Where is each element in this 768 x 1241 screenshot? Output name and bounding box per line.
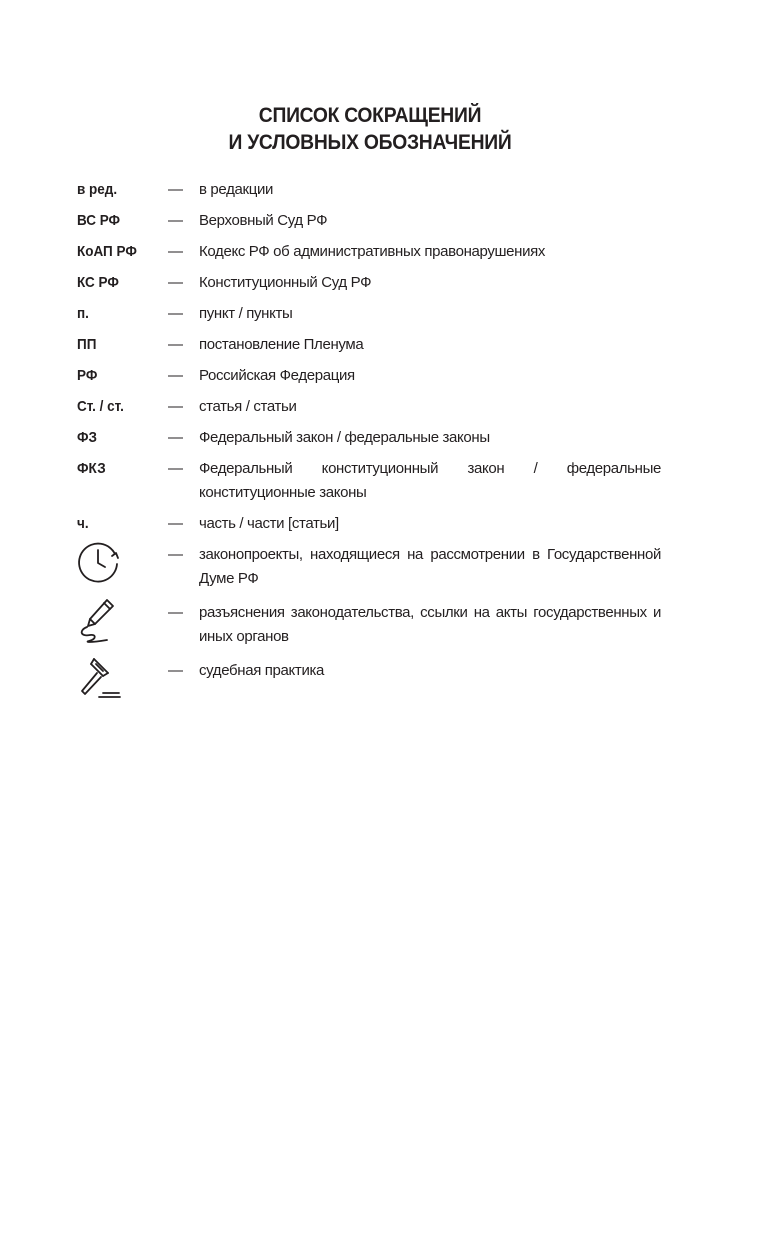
definition: пункт / пункты — [199, 305, 293, 322]
title-line-1: СПИСОК СОКРАЩЕНИЙ — [258, 104, 482, 127]
dash: — — [168, 243, 183, 260]
clock-icon — [77, 539, 123, 585]
dash: — — [168, 274, 183, 291]
abbreviation-list — [77, 178, 667, 701]
abbreviation: КС РФ — [77, 274, 119, 291]
dash: — — [168, 398, 183, 415]
list-item — [77, 333, 667, 357]
dash: — — [168, 212, 183, 229]
list-item — [77, 512, 667, 536]
definition: Конституционный Суд РФ — [199, 274, 372, 291]
pencil-icon — [77, 597, 123, 643]
dash: — — [168, 429, 183, 446]
abbreviation: в ред. — [77, 181, 118, 198]
definition: Федеральный конституционный закон / федеральные конституционные законы — [199, 460, 661, 501]
abbreviation: ВС РФ — [77, 212, 121, 229]
symbol-item — [77, 659, 667, 691]
abbreviation: ч. — [77, 515, 89, 532]
list-item — [77, 240, 667, 264]
gavel-icon — [77, 655, 123, 701]
definition: Кодекс РФ об административных правонарушениях — [199, 243, 546, 260]
definition: часть / части [статьи] — [199, 515, 339, 532]
dash: — — [168, 604, 183, 621]
list-item — [77, 271, 667, 295]
abbreviation: РФ — [77, 367, 98, 384]
dash: — — [168, 181, 183, 198]
definition: Федеральный закон / федеральные законы — [199, 429, 490, 446]
abbreviation: КоАП РФ — [77, 243, 137, 260]
definition: законопроекты, находящиеся на рассмотрении в Государственной Думе РФ — [199, 546, 661, 587]
definition: статья / статьи — [199, 398, 297, 415]
dash: — — [168, 367, 183, 384]
list-item — [77, 209, 667, 233]
definition: судебная практика — [199, 662, 325, 679]
list-item — [77, 364, 667, 388]
abbreviation: Ст. / ст. — [77, 398, 124, 415]
definition: Верховный Суд РФ — [199, 212, 328, 229]
list-item — [77, 302, 667, 326]
dash: — — [168, 460, 183, 477]
dash: — — [168, 546, 183, 563]
list-item — [77, 457, 667, 505]
list-item — [77, 395, 667, 419]
definition: постановление Пленума — [199, 336, 364, 353]
definition: Российская Федерация — [199, 367, 355, 384]
dash: — — [168, 662, 183, 679]
abbreviation: ФЗ — [77, 429, 97, 446]
symbol-item — [77, 543, 667, 591]
list-item — [77, 178, 667, 202]
abbreviation: ПП — [77, 336, 97, 353]
definition: в редакции — [199, 181, 273, 198]
dash: — — [168, 305, 183, 322]
dash: — — [168, 515, 183, 532]
list-item — [77, 426, 667, 450]
definition: разъяснения законодательства, ссылки на акты государственных и иных органов — [199, 604, 661, 645]
page-title — [30, 102, 711, 156]
abbreviation: ФКЗ — [77, 460, 106, 477]
symbol-item — [77, 601, 667, 649]
title-line-2: И УСЛОВНЫХ ОБОЗНАЧЕНИЙ — [228, 131, 512, 154]
abbreviation: п. — [77, 305, 89, 322]
dash: — — [168, 336, 183, 353]
